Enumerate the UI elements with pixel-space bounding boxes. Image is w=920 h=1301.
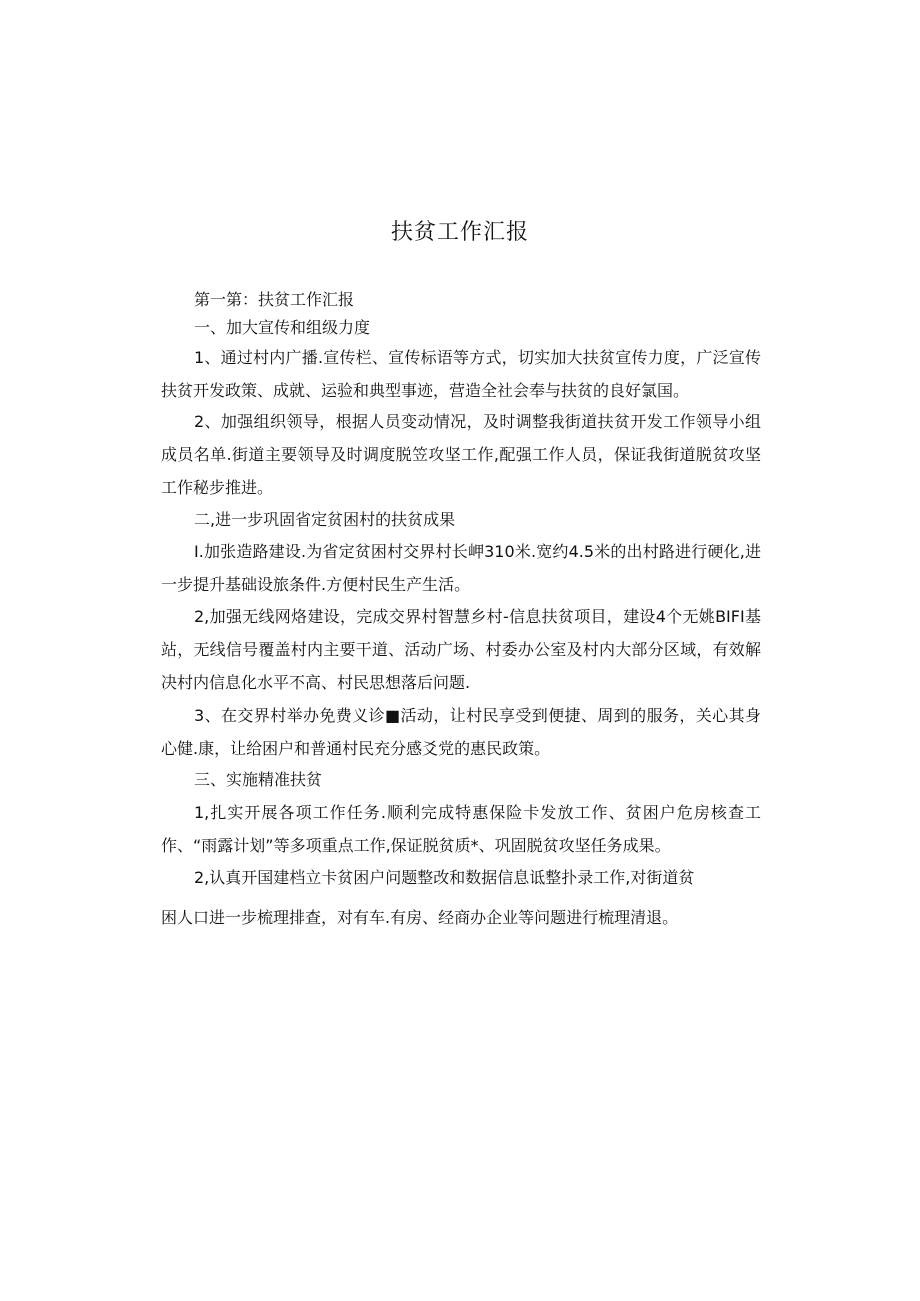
paragraph-2-1: I.加张造路建设.为省定贫困村交界村长岬310米.宽约4.5米的出村路进行硬化,进一步提升基础设旅条件.方便村民生产生活。 (161, 542, 761, 594)
section-heading-1: 一、加大宣传和组级力度 (194, 318, 371, 337)
paragraph-3-2: 2,认真开国建档立卡贫困户问题整改和数据信息诋整扑录工作,对街道贫 (194, 868, 695, 887)
paragraph-3-1: 1,扎实开展各项工作任务.顺利完成特惠保险卡发放工作、贫困户危房核查工作、“雨露计划”等多项重点工作,保证脱贫质*、巩固脱贫攻坚任务成果。 (161, 803, 761, 855)
paragraph-subtitle: 第一第：扶贫工作汇报 (194, 290, 355, 309)
paragraph-3-2-continued: 困人口进一步梳理排查，对有车.有房、经商办企业等问题进行梳理清退。 (161, 908, 679, 927)
paragraph-1-2: 2、加强组织领导，根据人员变动情况，及时调整我街道扶贫开发工作领导小组成员名单.街道主要领导及时调度脱笠攻坚工作,配强工作人员，保证我街道脱贫攻坚工作秘步推进。 (161, 412, 761, 497)
paragraph-2-3: 3、在交界村举办免费义诊■活动，让村民享受到便捷、周到的服务，关心其身心健.康，让给困户和普通村民充分感爻党的惠民政策。 (161, 706, 761, 758)
paragraph-1-1: 1、通过村内广播.宣传栏、宣传标语等方式，切实加大扶贫宣传力度，广泛宣传扶贫开发政策、成就、运验和典型事迹，营造全社会奉与扶贫的良好氯国。 (161, 348, 761, 400)
paragraph-2-2: 2,加强无线网烙建设，完成交界村智慧乡村-信息扶贫项目，建设4个无姚BIFI基站，无线信号覆盖村内主要干道、活动广场、村委办公室及村内大部分区域，有效解决村内信息化水平不高、村民思想落后问题. (161, 607, 761, 692)
section-heading-3: 三、实施精准扶贫 (194, 770, 323, 789)
section-heading-2: 二,进一步巩固省定贫困村的扶贫成果 (194, 510, 456, 529)
document-title: 扶贫工作汇报 (390, 220, 529, 245)
